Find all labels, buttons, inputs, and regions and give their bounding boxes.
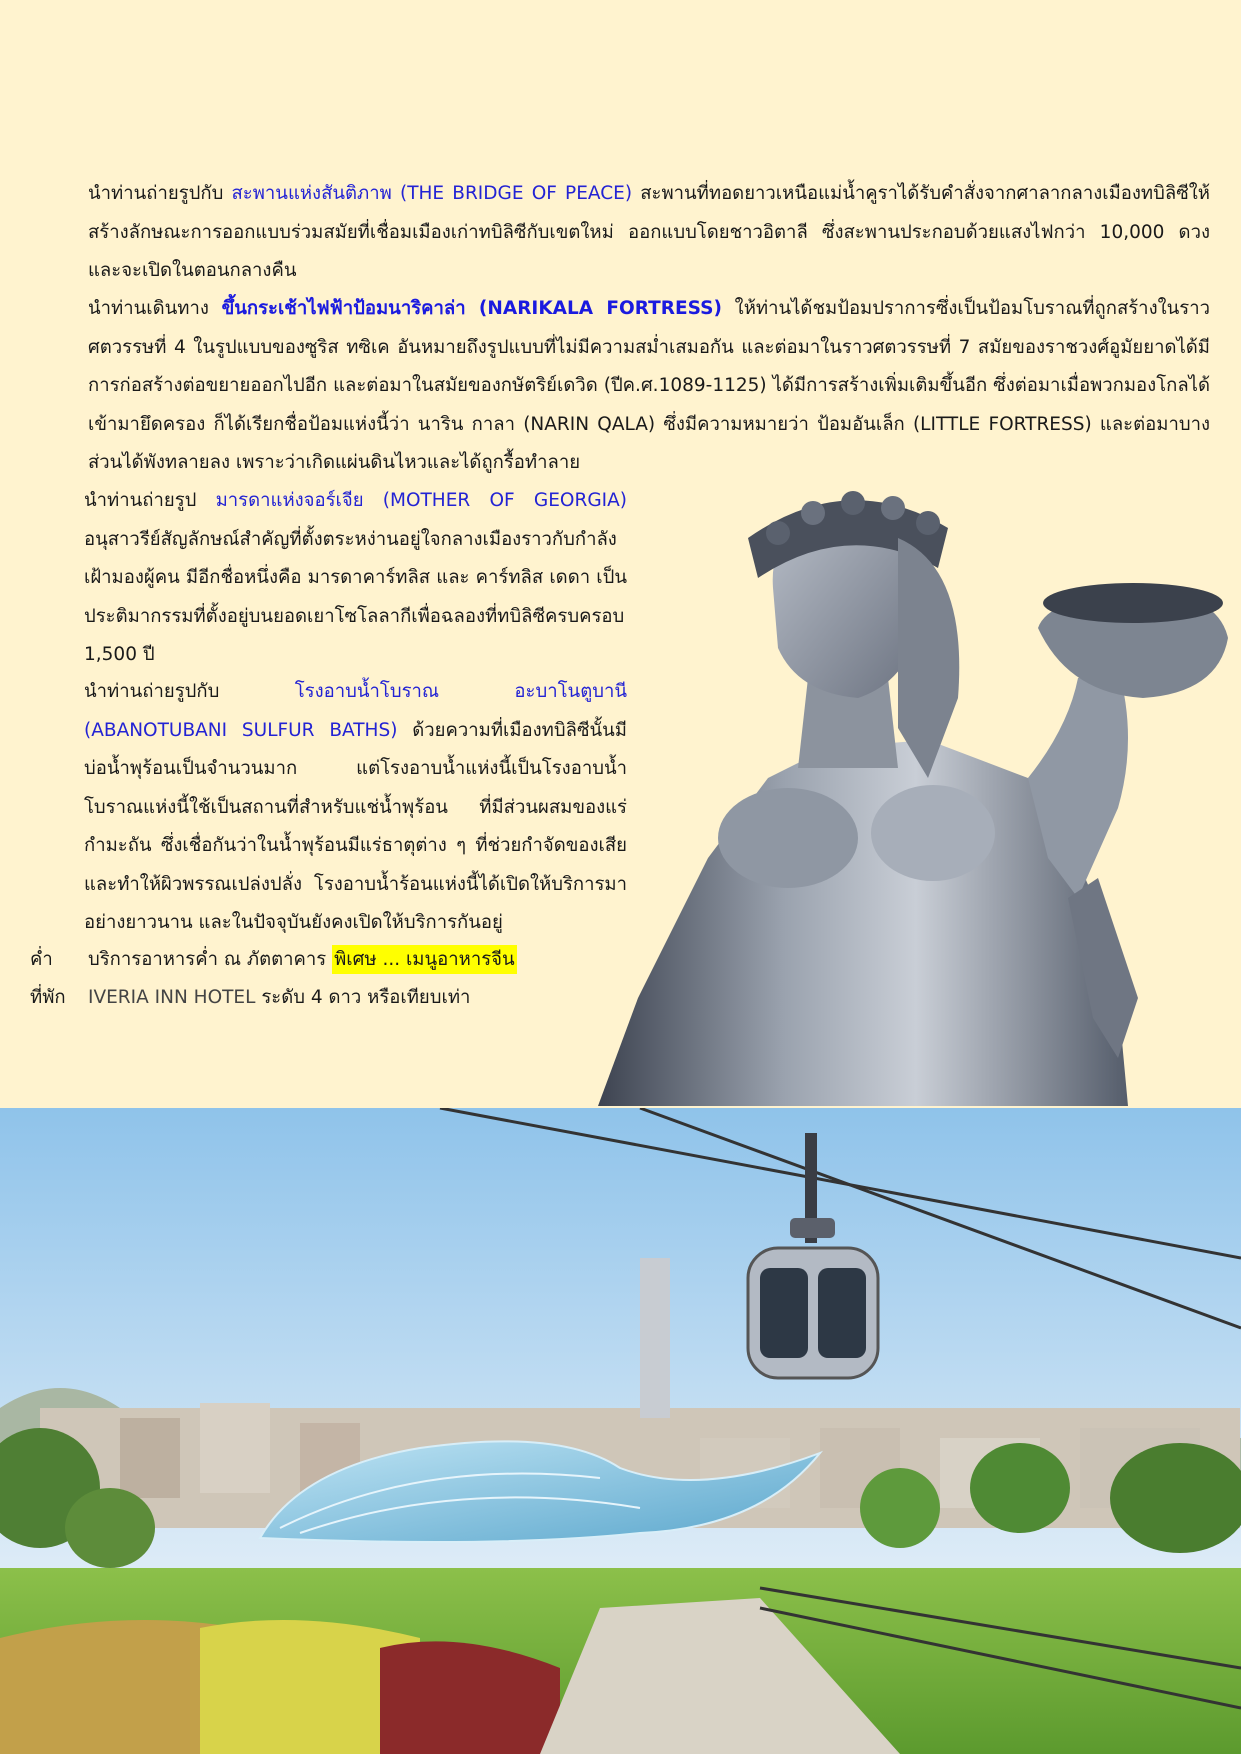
dinner-value xyxy=(88,941,517,979)
dinner-text: บริการอาหารค่ำ ณ ภัตตาคาร xyxy=(88,949,333,970)
paragraph-intro: นำท่านถ่ายรูปกับ xyxy=(88,183,232,204)
bridge-of-peace-paragraph xyxy=(88,175,1210,291)
hotel-rating: ระดับ 4 ดาว หรือเทียบเท่า xyxy=(255,987,471,1008)
paragraph-intro: นำท่านเดินทาง xyxy=(88,298,222,319)
attraction-name: โรงอาบน้ำโบราณ อะบาโนตูบานี (ABANOTUBANI SULFUR BATHS) xyxy=(84,681,627,741)
narikala-fortress-paragraph xyxy=(88,290,1210,483)
dinner-label: ค่ำ xyxy=(30,949,53,970)
paragraph-body: อนุสาวรีย์สัญลักษณ์สำคัญที่ตั้งตระหง่านอยู่ใจกลางเมืองราวกับกำลังเฝ้ามองผู้คน มีอีกชื่อหนึ่งคือ มารดาคาร์ทลิส และ คาร์ทลิส เดดา เป็นประติมากรรมที่ตั้งอยู่บนยอดเยาโซโลลากีเพื่อฉลองที่ทบิลิซีครบครอบ 1,500 ปี xyxy=(84,528,627,665)
paragraph-body: ให้ท่านได้ชมป้อมปราการซึ่งเป็นป้อมโบราณที่ถูกสร้างในราวศตวรรษที่ 4 ในรูปแบบของซูริส ทซิเค อันหมายถึงรูปแบบที่ไม่มีความสม่ำเสมอกัน และต่อมาในราวศตวรรษที่ 7 สมัยของราชวงศ์อูมัยยาดได้มีการก่อสร้างต่อขยายออกไปอีก และต่อมาในสมัยของกษัตริย์เดวิด (ปีค.ศ.1089-1125) ได้มีการสร้างเพิ่มเติมขึ้นอีก ซึ่งต่อมาเมื่อพวกมองโกลได้เข้ามายึดครอง ก็ได้เรียกชื่อป้อมแห่งนี้ว่า นาริน กาลา (NARIN QALA) ซึ่งมีความหมายว่า ป้อมอันเล็ก (LITTLE FORTRESS) และต่อมาบางส่วนได้พังทลายลง เพราะว่าเกิดแผ่นดินไหวและได้ถูกรื้อทำลาย xyxy=(88,298,1210,473)
mother-of-georgia-statue-image xyxy=(598,478,1241,1106)
paragraph-body: ด้วยความที่เมืองทบิลิซีนั้นมีบ่อน้ำพุร้อนเป็นจำนวนมาก แต่โรงอาบน้ำแห่งนี้เป็นโรงอาบน้ำโบราณแห่งนี้ใช้เป็นสถานที่สำหรับแช่น้ำพุร้อน ที่มีส่วนผสมของแร่กำมะถัน ซึ่งเชื่อกันว่าในน้ำพุร้อนมีแร่ธาตุต่าง ๆ ที่ช่วยกำจัดของเสียและทำให้ผิวพรรณเปล่งปลั่ง โรงอาบน้ำร้อนแห่งนี้ได้เปิดให้บริการมาอย่างยาวนาน และในปัจจุบันยังคงเปิดให้บริการกันอยู่ xyxy=(84,719,627,933)
lodging-label: ที่พัก xyxy=(30,987,66,1008)
dinner-highlight: พิเศษ ... เมนูอาหารจีน xyxy=(332,945,517,974)
tbilisi-cable-car-photo xyxy=(0,1108,1241,1754)
paragraph-intro: นำท่านถ่ายรูปกับ xyxy=(84,681,295,702)
hotel-name: IVERIA INN HOTEL xyxy=(88,987,256,1008)
attraction-name: มารดาแห่งจอร์เจีย (MOTHER OF GEORGIA) xyxy=(215,490,627,511)
attraction-name: ขึ้นกระเช้าไฟฟ้าป้อมนาริคาล่า (NARIKALA FORTRESS) xyxy=(221,298,722,319)
paragraph-body: สะพานที่ทอดยาวเหนือแม่น้ำคูราได้รับคำสั่งจากศาลากลางเมืองทบิลิซีให้สร้างลักษณะการออกแบบร่วมสมัยที่เชื่อมเมืองเก่าทบิลิซีกับเขตใหม่ ออกแบบโดยชาวอิตาลี ซึ่งสะพานประกอบด้วยแสงไฟกว่า 10,000 ดวงและจะเปิดในตอนกลางคืน xyxy=(88,183,1210,281)
sulfur-baths-paragraph xyxy=(84,673,627,943)
lodging-value xyxy=(88,979,470,1017)
paragraph-intro: นำท่านถ่ายรูป xyxy=(84,490,216,511)
mother-of-georgia-paragraph xyxy=(84,482,627,675)
attraction-name: สะพานแห่งสันติภาพ (THE BRIDGE OF PEACE) xyxy=(231,183,633,204)
